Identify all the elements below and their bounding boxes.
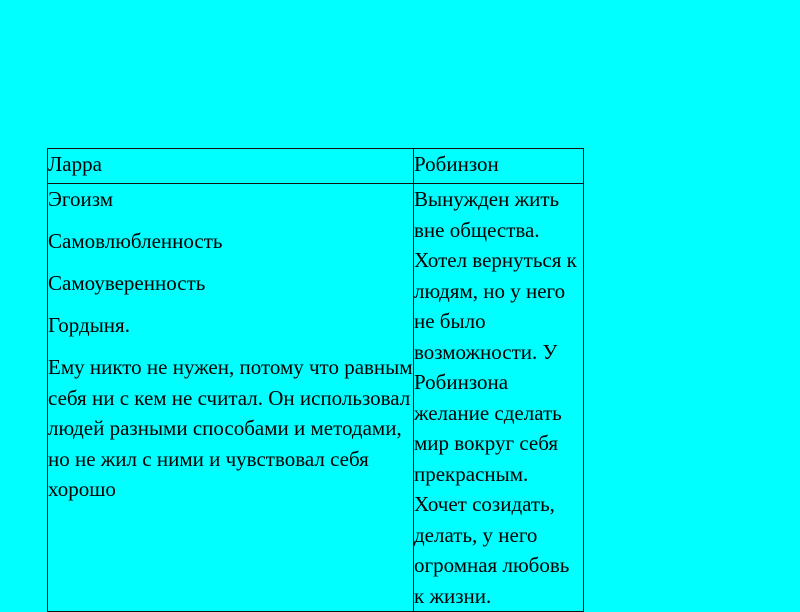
trait-pride: Гордыня. <box>48 313 130 337</box>
trait-self-confidence: Самоуверенность <box>48 271 206 295</box>
header-larra: Ларра <box>48 149 414 184</box>
table-header-row <box>48 149 584 184</box>
trait-egoism: Эгоизм <box>48 187 113 211</box>
robinson-cell <box>414 184 584 612</box>
larra-cell <box>48 184 414 612</box>
trait-narcissism: Самовлюбленность <box>48 229 223 253</box>
table-row <box>48 184 584 612</box>
comparison-table <box>47 148 584 612</box>
header-robinson: Робинзон <box>414 149 584 184</box>
larra-description: Ему никто не нужен, потому что равным себя ни с кем не считал. Он использовал людей разными способами и методами, но не жил с ними и чувствовал себя хорошо <box>48 355 413 501</box>
robinson-description: Вынужден жить вне общества. Хотел вернуться к людям, но у него не было возможности. У Робинзона желание сделать мир вокруг себя прекрасным. Хочет созидать, делать, у него огромная любовь к жизни. <box>414 187 577 608</box>
